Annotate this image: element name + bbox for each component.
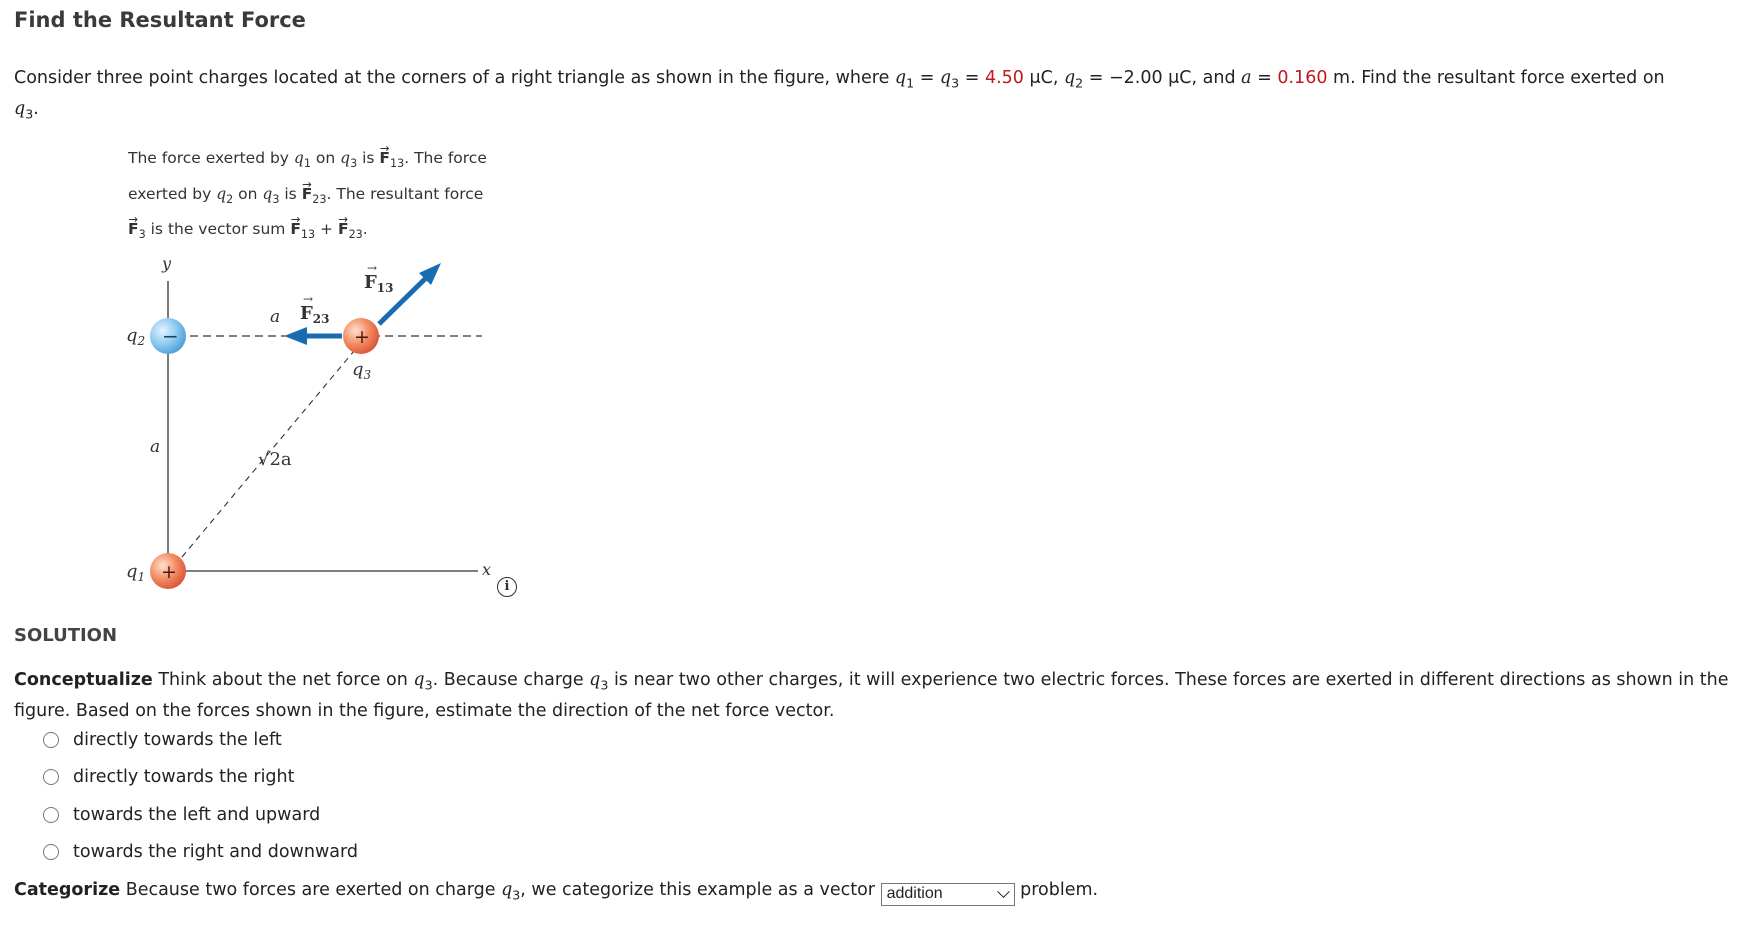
q2-label: $q_2$	[126, 325, 146, 348]
q3-label: $q_3$	[352, 359, 372, 382]
y-axis-label: y	[162, 255, 172, 273]
f23-vector-mark: →	[303, 292, 314, 306]
f13-label: $F_{13}$	[364, 272, 394, 295]
categorize-paragraph: Categorize Because two forces are exerted on charge $q_3$, we categorize this example as a vector addition problem.	[14, 877, 1098, 906]
category-select[interactable]: addition	[881, 883, 1015, 906]
f23-arrowhead	[284, 327, 307, 345]
direction-options	[43, 721, 358, 871]
charge-value: 4.50	[984, 68, 1024, 88]
charge-q2	[150, 318, 186, 354]
conceptualize-paragraph: Conceptualize Think about the net force on $q_3$. Because charge $q_3$ is near two other charges, it will experience two electric forces. These forces are exerted in different directions as shown in the figure. Based on the forces shown in the figure, estimate the direction of the net force vector.	[14, 670, 1729, 721]
info-icon[interactable]: i	[497, 577, 517, 597]
a-left-label: a	[150, 437, 161, 457]
radio-button[interactable]	[43, 844, 59, 860]
x-axis-label: x	[482, 560, 492, 579]
option-left-upward[interactable]: towards the left and upward	[43, 796, 358, 834]
f23-label: $F_{23}$	[300, 303, 330, 326]
svg-text:−: −	[162, 324, 179, 348]
option-left[interactable]: directly towards the left	[43, 721, 358, 759]
charges-figure	[110, 255, 510, 599]
charge-q3	[343, 318, 379, 354]
charge-q1	[150, 553, 186, 589]
option-right-downward[interactable]: towards the right and downward	[43, 834, 358, 872]
svg-text:+: +	[161, 561, 177, 583]
solution-heading: SOLUTION	[14, 625, 118, 646]
problem-statement: Consider three point charges located at the corners of a right triangle as shown in the figure, where $q_1 = q_3 = 4.50$ μC, $q_2 = -2.00$ μC, and a = 0.160 m. Find the resultant force exerted on $q_3$.	[14, 68, 1665, 122]
f13-vector-mark: →	[367, 261, 378, 275]
hypotenuse-label: √2a	[258, 449, 292, 470]
distance-value: 0.160	[1277, 68, 1328, 88]
radio-button[interactable]	[43, 769, 59, 785]
radio-button[interactable]	[43, 732, 59, 748]
radio-button[interactable]	[43, 807, 59, 823]
a-top-label: a	[270, 307, 281, 327]
option-right[interactable]: directly towards the right	[43, 759, 358, 797]
svg-text:+: +	[354, 326, 370, 348]
chevron-down-icon	[997, 885, 1010, 898]
q1-label: $q_1$	[126, 561, 146, 584]
page-title: Find the Resultant Force	[14, 8, 306, 32]
figure-caption: The force exerted by $q_1$ on $q_3$ is → $F_{13}$. The force exerted by $q_2$ on $q_3$ is → $F_{23}$. The resultant force → $F_3$ is the vector sum → $F_{13}$ + → $F_{23}$.	[128, 141, 548, 248]
